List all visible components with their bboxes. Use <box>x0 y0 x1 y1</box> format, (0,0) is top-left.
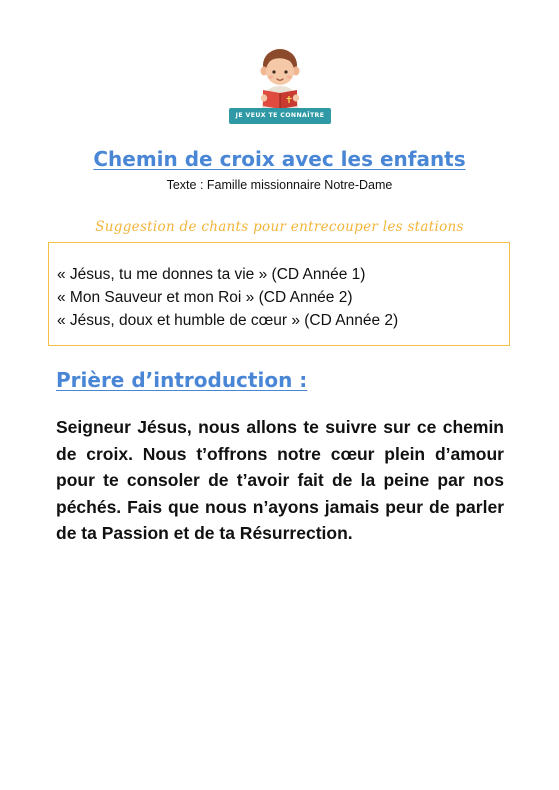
songs-heading: Suggestion de chants pour entrecouper les stations <box>95 219 464 235</box>
page-title <box>0 145 559 173</box>
section-title <box>56 366 307 394</box>
song-item: « Mon Sauveur et mon Roi » (CD Année 2) <box>57 289 353 306</box>
child-reading-book-icon <box>229 46 331 112</box>
prayer-text: Seigneur Jésus, nous allons te suivre sur ce chemin de croix. Nous t’offrons notre cœur plein d’amour pour te consoler de t’avoir fait de la peine par nos péchés. Fais que nous n’ayons jamais peur de parler de ta Passion et de ta Résurrection. <box>56 417 504 543</box>
page-title-text: Chemin de croix avec les enfants <box>93 147 466 171</box>
songs-box <box>48 242 510 346</box>
logo-banner: JE VEUX TE CONNAÎTRE <box>229 108 331 124</box>
song-item: « Jésus, doux et humble de cœur » (CD Année 2) <box>57 312 399 329</box>
song-item: « Jésus, tu me donnes ta vie » (CD Année 1) <box>57 266 366 283</box>
songs-list <box>57 263 398 332</box>
section-title-text: Prière d’introduction : <box>56 368 308 392</box>
page-subtitle: Texte : Famille missionnaire Notre-Dame <box>166 178 393 192</box>
logo <box>229 46 331 126</box>
